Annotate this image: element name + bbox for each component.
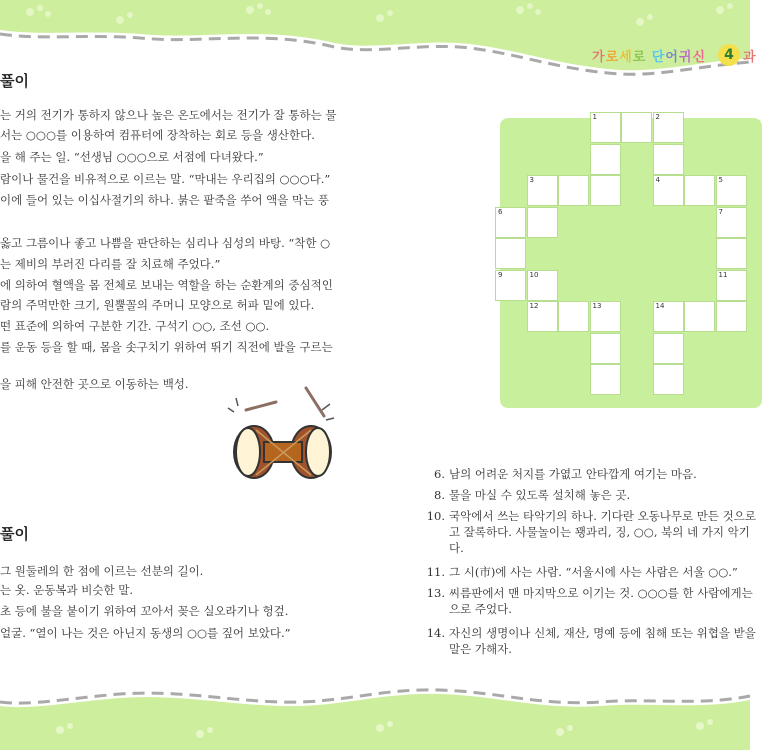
crossword-cell[interactable] — [653, 364, 684, 395]
crossword-cell[interactable] — [495, 207, 526, 238]
down-clue-item — [425, 625, 756, 657]
down-clue-line: 초 등에 불을 붙이기 위하여 꼬아서 꽂은 실오라기나 헝겊. — [0, 604, 289, 618]
down-clue-line: 얼굴. “열이 나는 것은 아닌지 동생의 ○○를 짚어 보았다.” — [0, 626, 291, 640]
across-clue-line: 람의 주먹만한 크기, 원뿔꼴의 주머니 모양으로 허파 밑에 있다. — [0, 298, 315, 312]
header-title-char: 어 — [665, 50, 679, 65]
header-title-char: 신 — [692, 50, 707, 65]
down-clue-text: 말은 가해자. — [449, 642, 512, 656]
down-clue-text: 물을 마실 수 있도록 설치해 놓은 곳. — [449, 488, 631, 502]
down-clue-text: 씨름판에서 맨 마지막으로 이기는 것. ○○○를 한 사람에게는 — [449, 586, 753, 600]
across-clue-line: 을 해 주는 일. “선생님 ○○○으로 서점에 다녀왔다.” — [0, 150, 264, 164]
down-clue-item — [425, 508, 756, 556]
crossword-cell-number: 12 — [529, 302, 539, 310]
across-clue-line: 이에 들어 있는 이십사절기의 하나. 붉은 팥죽을 쑤어 액을 막는 풍 — [0, 193, 330, 207]
crossword-cell[interactable] — [653, 175, 684, 206]
down-clue-text: 그 시(市)에 사는 사람. “서울시에 사는 사람은 서울 ○○.” — [449, 565, 738, 579]
across-clue-line: 는 제비의 부러진 다리를 잘 치료해 주었다.” — [0, 257, 221, 271]
crossword-cell[interactable] — [653, 112, 684, 143]
crossword-cell[interactable] — [621, 112, 652, 143]
crossword-cell-number: 11 — [718, 270, 728, 279]
down-clue-number: 10. — [426, 509, 445, 523]
down-clue-text: 남의 어려운 처지를 가엾고 안타깝게 여기는 마음. — [449, 467, 697, 481]
crossword-cell[interactable] — [590, 364, 621, 395]
crossword-cell[interactable] — [716, 238, 747, 269]
down-clue-item — [425, 487, 630, 503]
crossword-cell[interactable] — [590, 175, 621, 206]
crossword-cell-number: 5 — [718, 176, 723, 184]
down-clue-line: 그 원둘레의 한 점에 이르는 선분의 길이. — [0, 564, 204, 578]
crossword-grid — [498, 113, 762, 408]
across-heading: 풀이 — [0, 72, 29, 90]
across-clue-line: 을 피해 안전한 곳으로 이동하는 백성. — [0, 377, 189, 391]
crossword-cell[interactable] — [653, 333, 684, 364]
down-clue-line: 는 옷. 운동복과 비슷한 말. — [0, 583, 134, 597]
down-clue-item — [425, 564, 738, 580]
across-clue-line: 람이나 물건을 비유적으로 이르는 말. “막내는 우리집의 ○○○다.” — [0, 172, 331, 186]
crossword-cell-number: 14 — [655, 302, 665, 310]
chapter-suffix: 과 — [743, 50, 756, 65]
across-clue-line: 떤 표준에 의하여 구분한 기간. 구석기 ○○, 조선 ○○. — [0, 319, 270, 333]
down-clue-text: 국악에서 쓰는 타악기의 하나. 기다란 오동나무로 만든 것으로 — [449, 509, 756, 523]
crossword-cell-number: 3 — [529, 176, 534, 184]
crossword-cell[interactable] — [716, 175, 747, 206]
header-title-char: 가 — [592, 50, 606, 65]
down-clue-item — [425, 585, 753, 617]
crossword-cell[interactable] — [716, 207, 747, 238]
down-clue-number: 14. — [426, 626, 445, 640]
crossword-cell[interactable] — [527, 207, 558, 238]
header-title-char: 로 — [605, 50, 620, 65]
crossword-cell[interactable] — [590, 112, 621, 143]
down-clue-number: 11. — [426, 565, 445, 579]
crossword-cell[interactable] — [527, 175, 558, 206]
crossword-cell-number: 13 — [592, 302, 602, 310]
crossword-cell-number: 6 — [498, 207, 503, 216]
crossword-cell[interactable] — [527, 270, 558, 301]
header-title-char: 귀 — [678, 50, 693, 65]
top-wavy-band — [0, 0, 750, 90]
crossword-cell[interactable] — [716, 301, 747, 332]
down-clue-number: 13. — [426, 586, 445, 600]
chapter-badge: 4 — [718, 44, 740, 66]
header-title-char: 로 — [632, 50, 647, 65]
crossword-cell[interactable] — [653, 144, 684, 175]
crossword-cell[interactable] — [684, 301, 715, 332]
down-clue-text: 으로 주었다. — [449, 602, 512, 616]
janggu-drum-illustration — [226, 380, 341, 490]
down-clue-text: 자신의 생명이나 신체, 재산, 명예 등에 침해 또는 위협을 받을 — [449, 626, 756, 640]
crossword-cell-number: 10 — [529, 270, 539, 279]
crossword-cell-number: 2 — [655, 113, 660, 121]
bottom-wavy-band — [0, 680, 750, 750]
down-clue-number: 6. — [434, 467, 445, 481]
crossword-cell[interactable] — [590, 144, 621, 175]
across-clue-line: 서는 ○○○를 이용하여 컴퓨터에 장착하는 회로 등을 생산한다. — [0, 128, 315, 142]
crossword-cell[interactable] — [495, 270, 526, 301]
across-clue-line: 를 운동 등을 할 때, 몸을 솟구치기 위하여 뛰기 직전에 발을 구르는 — [0, 340, 333, 354]
header-title-char: 단 — [651, 50, 666, 65]
across-clue-line: 는 거의 전기가 통하지 않으나 높은 온도에서는 전기가 잘 통하는 물 — [0, 108, 337, 122]
crossword-cell-number: 9 — [498, 270, 503, 279]
crossword-cell[interactable] — [558, 301, 589, 332]
crossword-cell-number: 1 — [592, 113, 597, 121]
crossword-cell[interactable] — [653, 301, 684, 332]
crossword-cell[interactable] — [590, 333, 621, 364]
crossword-cell[interactable] — [527, 301, 558, 332]
crossword-cell[interactable] — [558, 175, 589, 206]
down-heading: 풀이 — [0, 525, 29, 543]
across-clue-line: 에 의하여 혈액을 몸 전체로 보내는 역할을 하는 순환계의 중심적인 — [0, 278, 333, 292]
down-clue-item — [425, 466, 697, 482]
crossword-cell-number: 4 — [655, 176, 660, 184]
down-clue-text: 다. — [449, 541, 464, 555]
crossword-cell[interactable] — [716, 270, 747, 301]
down-clue-number: 8. — [434, 488, 445, 502]
across-clue-line: 옳고 그름이나 좋고 나쁨을 판단하는 심리나 심성의 바탕. “착한 ○ — [0, 236, 331, 250]
header-title — [592, 46, 706, 65]
crossword-cell[interactable] — [590, 301, 621, 332]
header-title-char: 세 — [619, 50, 633, 65]
crossword-cell-number: 7 — [718, 207, 723, 216]
down-clue-text: 고 잘록하다. 사물놀이는 꽹과리, 징, ○○, 북의 네 가지 악기 — [449, 525, 750, 539]
crossword-cell[interactable] — [495, 238, 526, 269]
crossword-cell[interactable] — [684, 175, 715, 206]
